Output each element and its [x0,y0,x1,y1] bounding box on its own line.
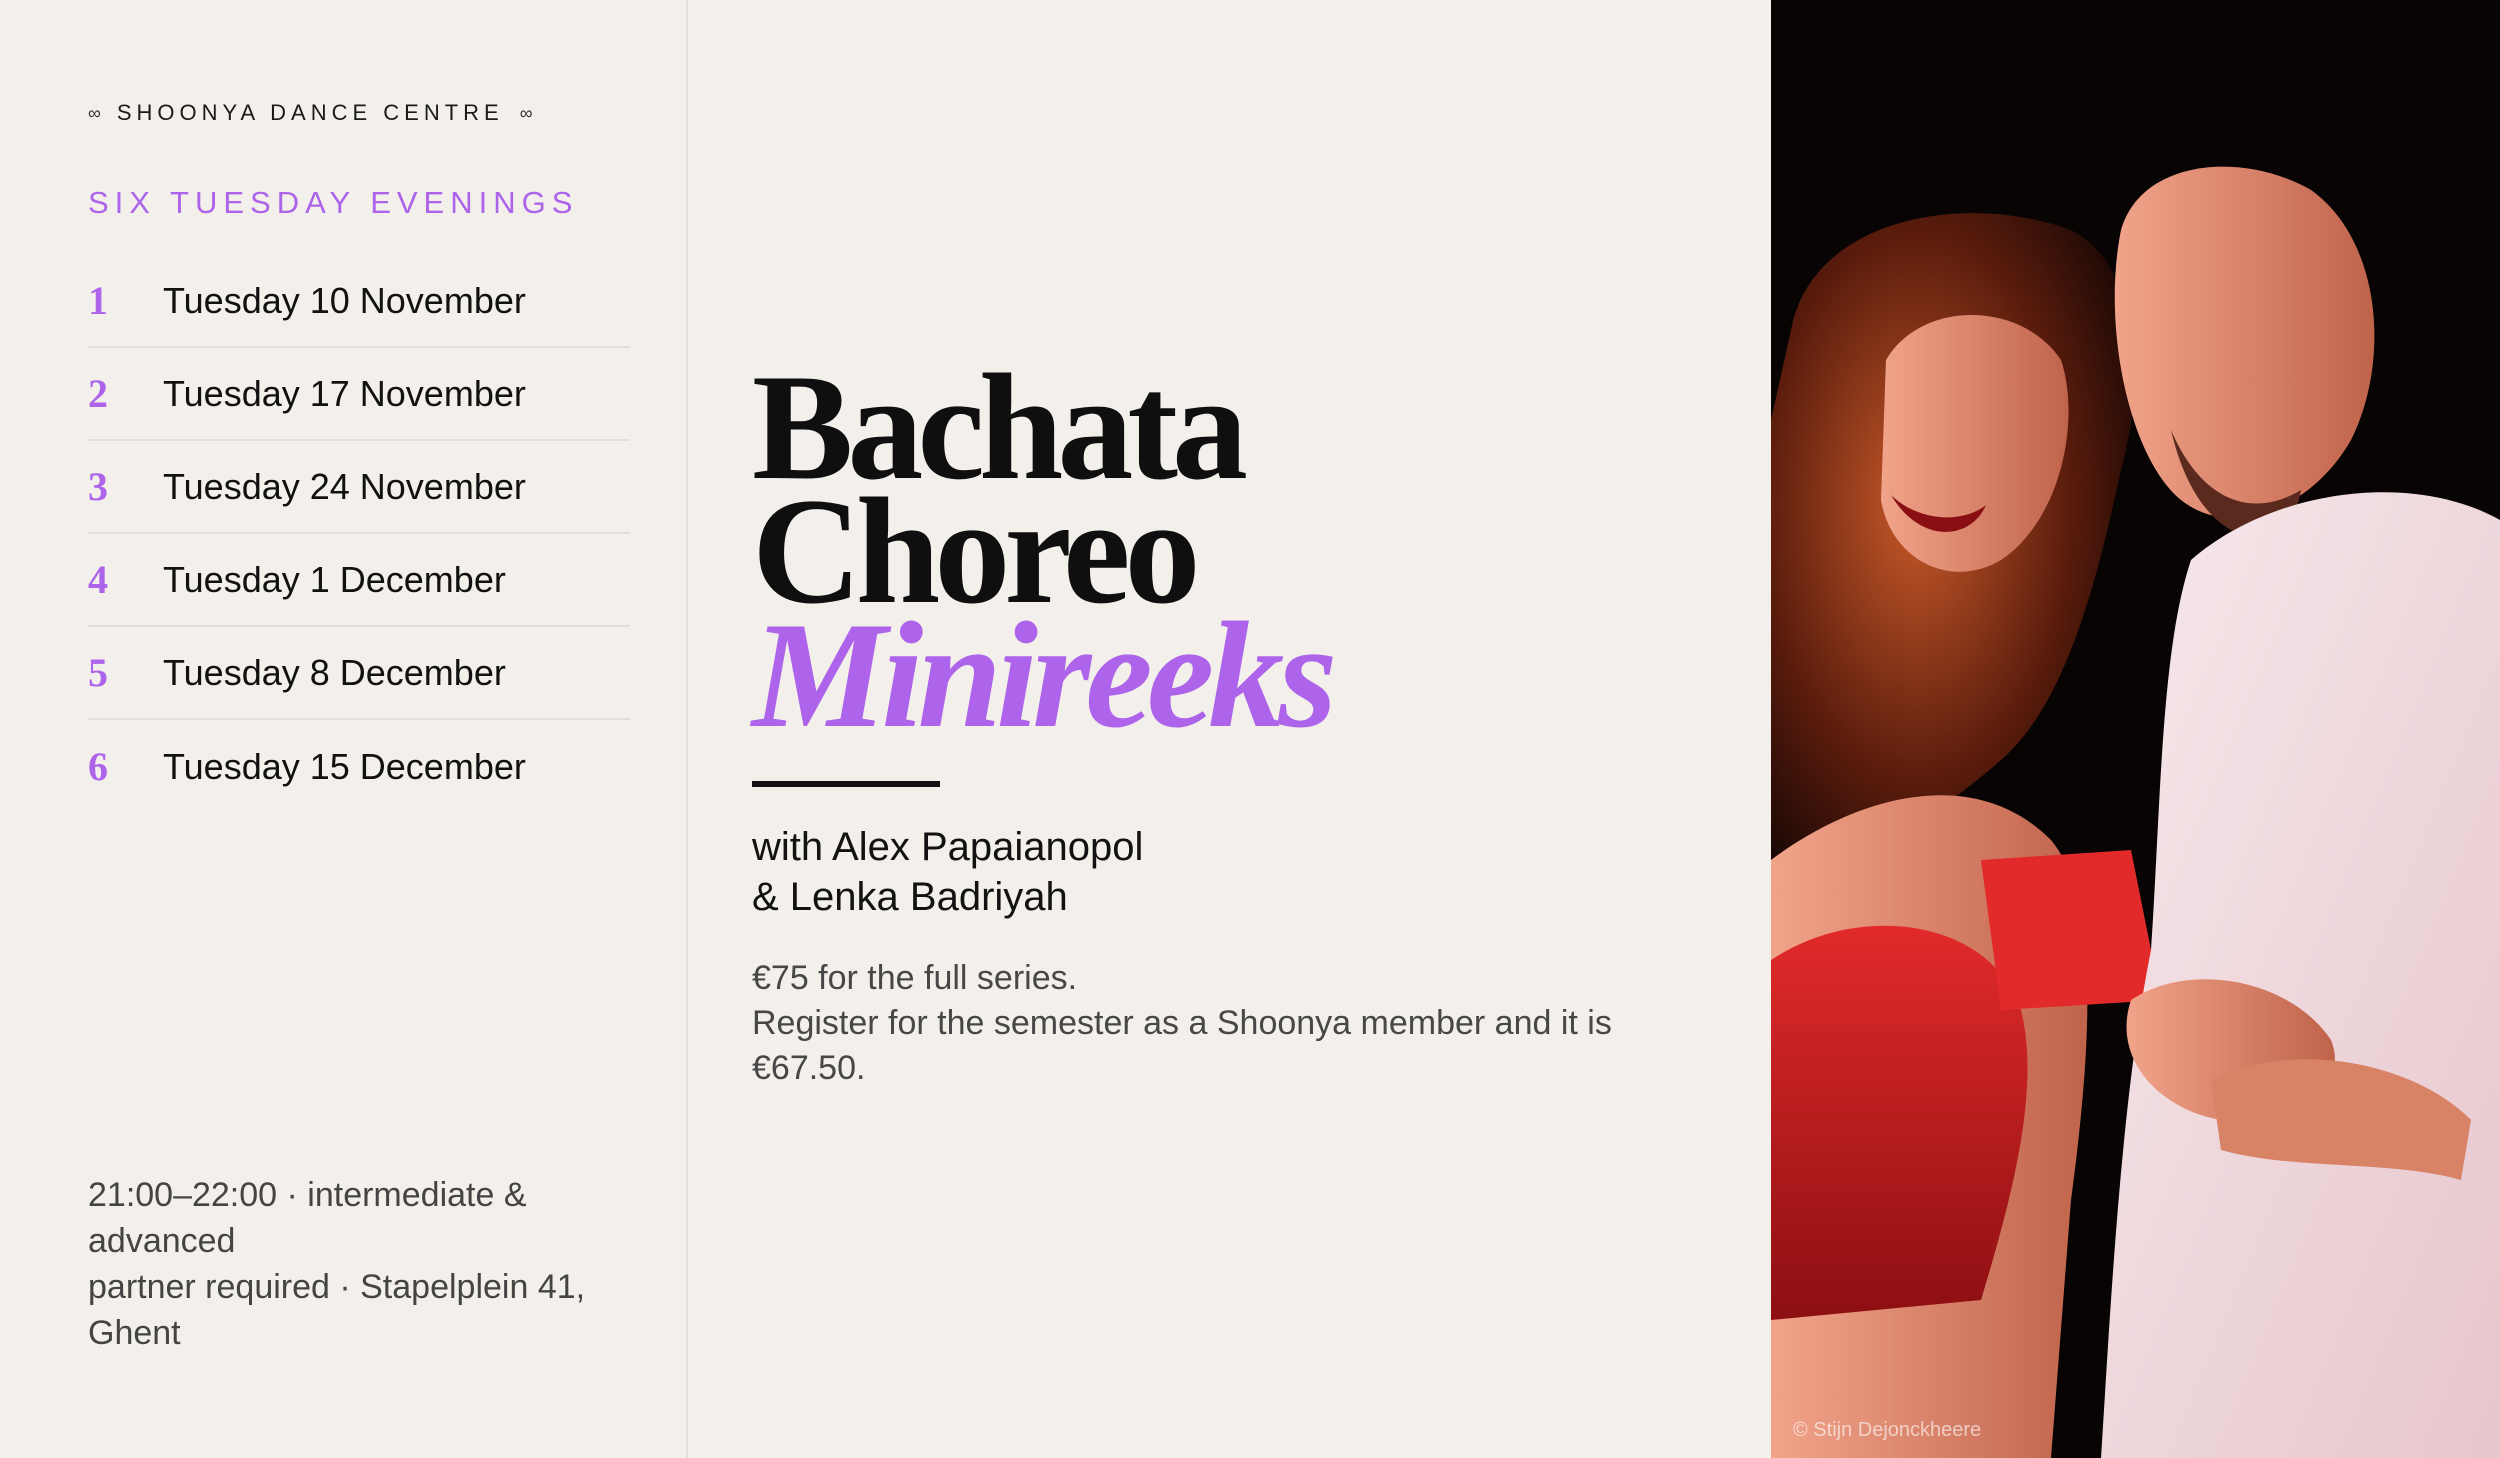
date-label: Tuesday 1 December [163,558,506,600]
title-divider [752,781,940,787]
price-full-series: €75 for the full series. [752,959,1078,997]
title-line-1: Bachata [752,343,1242,511]
brand-name: SHOONYA DANCE CENTRE [116,100,504,125]
dancers-illustration [1771,0,2500,1458]
date-item [88,348,630,441]
date-item [88,720,630,813]
date-number: 6 [88,744,108,789]
title-accent: Minireeks [752,591,1332,759]
title-line-2: Choreo [752,467,1195,635]
date-label: Tuesday 8 December [163,651,506,693]
teachers [752,822,1143,922]
date-item [88,441,630,534]
date-number: 5 [88,650,108,695]
date-number: 1 [88,278,108,323]
brand-header [88,100,533,126]
link-icon: ∞ [519,102,533,123]
price-member: Register for the semester as a Shoonya member and it is €67.50. [752,1004,1612,1087]
date-label: Tuesday 24 November [163,465,526,507]
date-item [88,255,630,348]
date-label: Tuesday 10 November [163,279,526,321]
event-title [752,343,1332,759]
pricing-info [752,956,1732,1091]
date-label: Tuesday 17 November [163,372,526,414]
date-number: 4 [88,557,108,602]
teachers-line-2: & Lenka Badriyah [752,875,1068,919]
date-item [88,534,630,627]
teachers-line-1: with Alex Papaianopol [752,825,1144,869]
schedule-heading: SIX TUESDAY EVENINGS [88,185,579,220]
date-label: Tuesday 15 December [163,745,526,787]
dancers-photo [1771,0,2500,1458]
date-number: 3 [88,464,108,509]
time-level-text: 21:00–22:00 · intermediate & advanced [88,1176,527,1260]
date-item [88,627,630,720]
event-info-column [690,0,1771,1458]
partner-location-text: partner required · Stapelplein 41, Ghent [88,1268,586,1352]
link-icon: ∞ [88,102,101,123]
date-list [88,255,630,813]
schedule-column [0,0,688,1458]
event-details [88,1172,648,1356]
photo-credit: © Stijn Dejonckheere [1793,1419,1982,1441]
date-number: 2 [88,371,108,416]
